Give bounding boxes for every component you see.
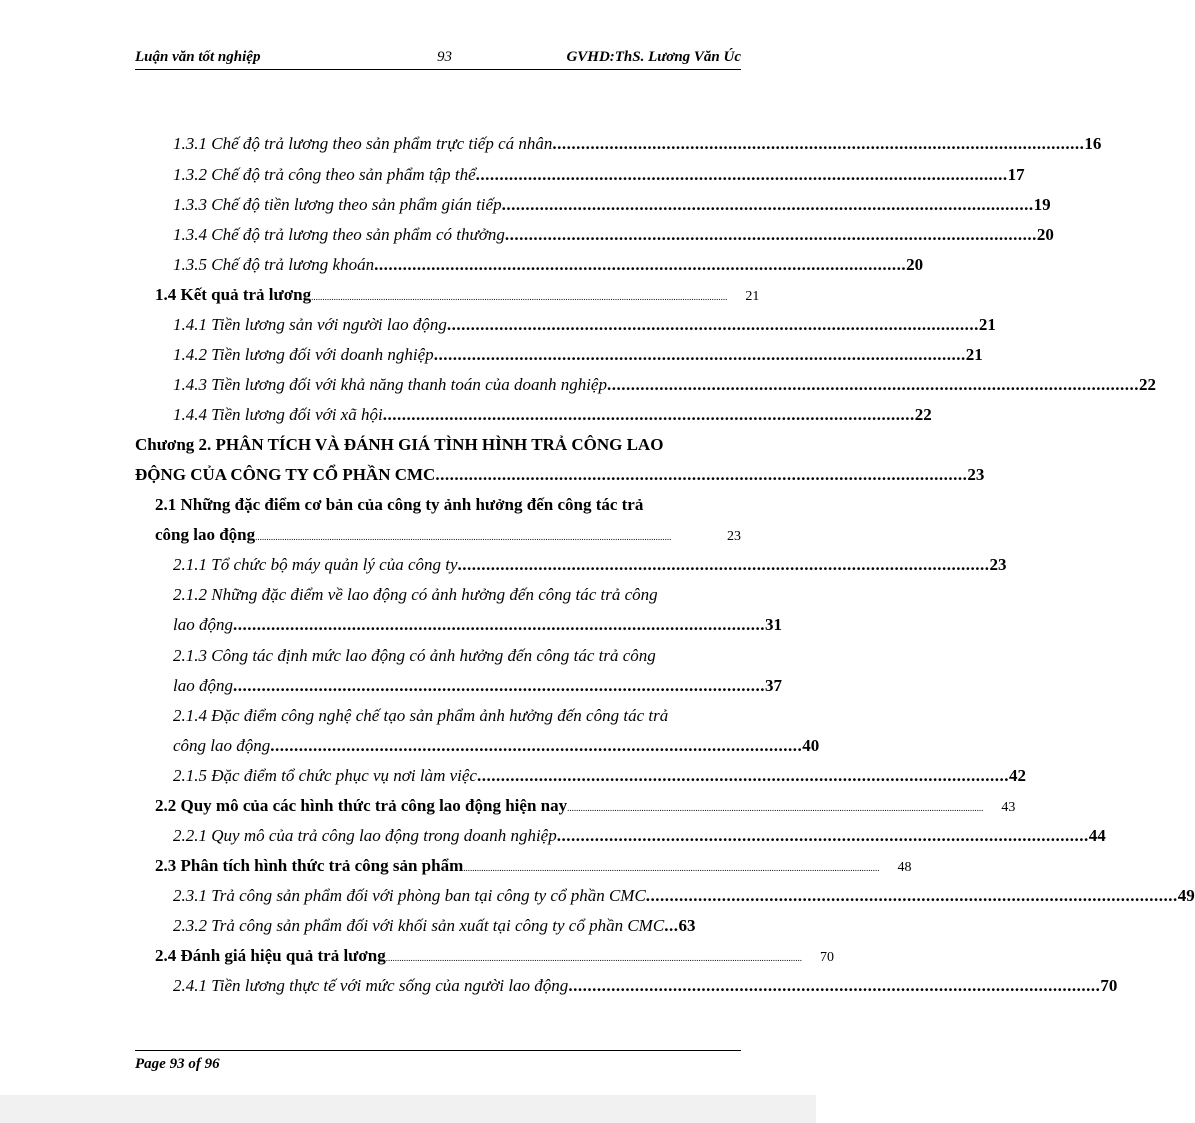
header-title: Luận văn tốt nghiệp xyxy=(135,49,261,65)
toc-entry-page: 17 xyxy=(1007,165,1025,184)
toc-entry-1-3-2[interactable]: 1.3.2 Chế độ trả công theo sản phẩm tập thể ................................................................................................................ 17 xyxy=(173,162,741,188)
toc-entry-2-1[interactable]: công lao động ......................................................................................................................................................................................... 23 xyxy=(155,522,741,548)
toc-entry-title: lao động xyxy=(173,676,233,695)
toc-entry-page: 20 xyxy=(1036,225,1054,244)
toc-entry-2-4[interactable]: 2.4 Đánh giá hiệu quả trả lương ......................................................................................................................................................................................... 70 xyxy=(155,943,741,969)
toc-entry-1-3-4[interactable]: 1.3.4 Chế độ trả lương theo sản phẩm có thưởng ................................................................................................................ 20 xyxy=(173,222,741,248)
toc-entry-2-3-2[interactable]: 2.3.2 Trả công sản phẩm đối với khối sản xuất tại công ty cổ phần CMC ... 63 xyxy=(173,913,741,939)
toc-entry-1-3-3[interactable]: 1.3.3 Chế độ tiền lương theo sản phẩm gián tiếp ................................................................................................................ 19 xyxy=(173,192,741,218)
page-footer xyxy=(135,1050,741,1072)
page-header xyxy=(135,47,741,70)
toc-entry-page: 21 xyxy=(965,345,983,364)
toc-entry-1-4[interactable]: 1.4 Kết quả trả lương ......................................................................................................................................................................................... 21 xyxy=(155,282,741,308)
toc-entry-title: 2.4.1 Tiền lương thực tế với mức sống của người lao động xyxy=(173,976,569,995)
toc-entry-title: 1.4.1 Tiền lương sản với người lao động xyxy=(173,315,447,334)
toc-entry-2-1-4[interactable]: công lao động ................................................................................................................ 40 xyxy=(173,733,741,759)
toc-entry-page: 20 xyxy=(906,255,924,274)
toc-entry-title: công lao động xyxy=(155,525,256,544)
toc-entry-title: 1.4.2 Tiền lương đối với doanh nghiệp xyxy=(173,345,434,364)
toc-entry-1-4-4[interactable]: 1.4.4 Tiền lương đối với xã hội ................................................................................................................ 22 xyxy=(173,402,741,428)
toc-entry-title: 1.4.4 Tiền lương đối với xã hội xyxy=(173,405,383,424)
toc-entry-title: lao động xyxy=(173,615,233,634)
header-advisor: GVHD:ThS. Lương Văn Úc xyxy=(566,49,741,65)
toc-entry-page: 23 xyxy=(967,465,985,484)
toc-entry-1-4-2[interactable]: 1.4.2 Tiền lương đối với doanh nghiệp ................................................................................................................ 21 xyxy=(173,342,741,368)
toc-entry-page: 63 xyxy=(678,916,696,935)
toc-entry-1-4-3[interactable]: 1.4.3 Tiền lương đối với khả năng thanh toán của doanh nghiệp ................................................................................................................ 22 xyxy=(173,372,741,398)
toc-entry-title: 2.4 Đánh giá hiệu quả trả lương xyxy=(155,946,386,965)
toc-entry-2-3-1[interactable]: 2.3.1 Trả công sản phẩm đối với phòng ban tại công ty cổ phần CMC ................................................................................................................ 49 xyxy=(173,883,741,909)
toc-entry-page: 19 xyxy=(1033,195,1051,214)
toc-entry-chapter-2[interactable]: ĐỘNG CỦA CÔNG TY CỔ PHẦN CMC ................................................................................................................ 23 xyxy=(135,462,741,488)
toc-entry-title: 2.2.1 Quy mô của trả công lao động trong doanh nghiệp xyxy=(173,826,557,845)
toc-entry-2-1-3-line1[interactable]: 2.1.3 Công tác định mức lao động có ảnh hưởng đến công tác trả công xyxy=(173,646,656,665)
toc-entry-title: 1.3.2 Chế độ trả công theo sản phẩm tập thể xyxy=(173,165,476,184)
toc-entry-page: 70 xyxy=(1100,976,1118,995)
toc-entry-title: 1.3.4 Chế độ trả lương theo sản phẩm có thưởng xyxy=(173,225,505,244)
page-bottom-strip xyxy=(0,1095,816,1123)
toc-entry-page: 44 xyxy=(1088,826,1106,845)
toc-entry-2-2[interactable]: 2.2 Quy mô của các hình thức trả công lao động hiện nay ......................................................................................................................................................................................... 43 xyxy=(155,793,741,819)
toc-entry-title: 1.3.5 Chế độ trả lương khoán xyxy=(173,255,375,274)
toc-entry-page: 48 xyxy=(897,860,912,875)
toc-entry-title: 2.1.5 Đặc điểm tổ chức phục vụ nơi làm việc xyxy=(173,766,477,785)
toc-entry-page: 23 xyxy=(989,555,1007,574)
toc-entry-2-1-2-line1[interactable]: 2.1.2 Những đặc điểm về lao động có ảnh hưởng đến công tác trả công xyxy=(173,585,658,604)
toc-entry-page: 16 xyxy=(1084,134,1102,153)
toc-entry-page: 42 xyxy=(1008,766,1026,785)
toc-entry-page: 31 xyxy=(764,615,782,634)
toc-entry-title: 2.3 Phân tích hình thức trả công sản phẩm xyxy=(155,856,464,875)
toc-entry-2-1-4-line1[interactable]: 2.1.4 Đặc điểm công nghệ chế tạo sản phẩm ảnh hưởng đến công tác trả xyxy=(173,706,669,725)
toc-entry-page: 22 xyxy=(1138,375,1156,394)
toc-entry-title: 2.3.2 Trả công sản phẩm đối với khối sản xuất tại công ty cổ phần CMC xyxy=(173,916,665,935)
toc-entry-2-1-line1[interactable]: 2.1 Những đặc điểm cơ bản của công ty ảnh hưởng đến công tác trả xyxy=(155,495,644,514)
toc-entry-page: 22 xyxy=(914,405,932,424)
toc-entry-page: 37 xyxy=(764,676,782,695)
toc-entry-title: 1.3.3 Chế độ tiền lương theo sản phẩm gián tiếp xyxy=(173,195,502,214)
toc-entry-title: 2.1.1 Tổ chức bộ máy quản lý của công ty xyxy=(173,555,458,574)
toc-entry-title: 1.4 Kết quả trả lương xyxy=(155,285,312,304)
toc-entry-page: 23 xyxy=(727,529,741,544)
toc-entry-title: 1.3.1 Chế độ trả lương theo sản phẩm trực tiếp cá nhân xyxy=(173,134,553,153)
header-page-number: 93 xyxy=(437,49,452,65)
toc-entry-2-1-5[interactable]: 2.1.5 Đặc điểm tổ chức phục vụ nơi làm việc ................................................................................................................ 42 xyxy=(173,763,741,789)
toc-entry-1-3-5[interactable]: 1.3.5 Chế độ trả lương khoán ................................................................................................................ 20 xyxy=(173,252,741,278)
toc-entry-title: 1.4.3 Tiền lương đối với khả năng thanh toán của doanh nghiệp xyxy=(173,375,607,394)
toc-entry-title: công lao động xyxy=(173,736,271,755)
toc-entry-page: 40 xyxy=(802,736,820,755)
toc-entry-chapter-2-line1[interactable]: Chương 2. PHÂN TÍCH VÀ ĐÁNH GIÁ TÌNH HÌNH TRẢ CÔNG LAO xyxy=(135,435,664,454)
footer-page-count: Page 93 of 96 xyxy=(135,1056,220,1072)
toc-entry-title: ĐỘNG CỦA CÔNG TY CỔ PHẦN CMC xyxy=(135,465,436,484)
toc-entry-page: 21 xyxy=(745,289,760,304)
toc-entry-2-1-3[interactable]: lao động ................................................................................................................ 37 xyxy=(173,673,741,699)
toc-entry-2-3[interactable]: 2.3 Phân tích hình thức trả công sản phẩm ......................................................................................................................................................................................... 48 xyxy=(155,853,741,879)
toc-entry-page: 21 xyxy=(978,315,996,334)
toc-entry-page: 70 xyxy=(820,950,834,965)
toc-entry-1-4-1[interactable]: 1.4.1 Tiền lương sản với người lao động ................................................................................................................ 21 xyxy=(173,312,741,338)
toc-entry-1-3-1[interactable]: 1.3.1 Chế độ trả lương theo sản phẩm trực tiếp cá nhân ................................................................................................................ 16 xyxy=(173,131,741,157)
toc-entry-2-1-2[interactable]: lao động ................................................................................................................ 31 xyxy=(173,612,741,638)
toc-entry-2-4-1[interactable]: 2.4.1 Tiền lương thực tế với mức sống của người lao động ................................................................................................................ 70 xyxy=(173,973,741,999)
toc-entry-page: 43 xyxy=(1001,800,1016,815)
toc-entry-page: 49 xyxy=(1177,886,1195,905)
toc-entry-2-2-1[interactable]: 2.2.1 Quy mô của trả công lao động trong doanh nghiệp ................................................................................................................ 44 xyxy=(173,823,741,849)
toc-entry-title: 2.2 Quy mô của các hình thức trả công lao động hiện nay xyxy=(155,796,568,815)
toc-entry-title: 2.3.1 Trả công sản phẩm đối với phòng ban tại công ty cổ phần CMC xyxy=(173,886,646,905)
toc-entry-2-1-1[interactable]: 2.1.1 Tổ chức bộ máy quản lý của công ty ................................................................................................................ 23 xyxy=(173,552,741,578)
